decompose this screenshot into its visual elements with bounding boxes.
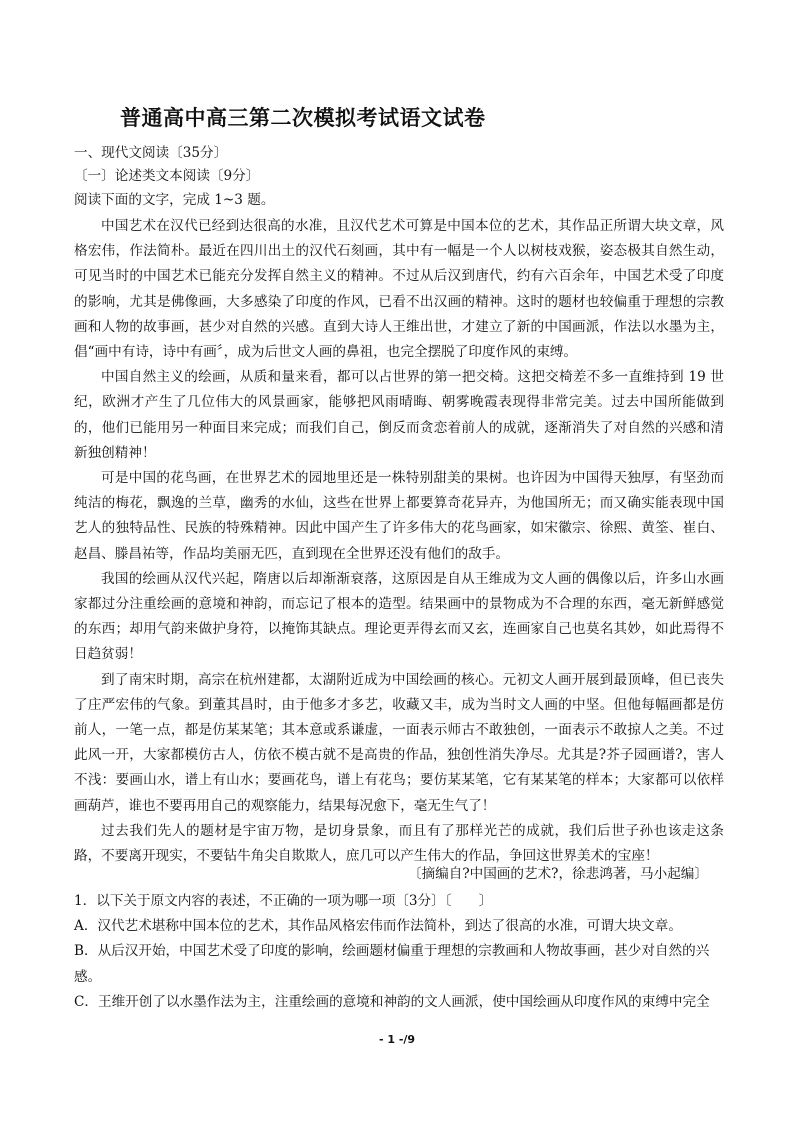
page-number: - 1 -/9: [378, 1033, 416, 1046]
section-heading: 一、现代文阅读〔35分〕: [74, 145, 228, 161]
passage-paragraph: 过去我们先人的题材是宇宙万物，是切身景象，而且有了那样光芒的成就，我们后世子孙也该走这条路，不要离开现实，不要钻牛角尖自欺欺人，庶几可以产生伟大的作品，争回这世界美术的宝座！: [74, 822, 724, 865]
option-a: A．汉代艺术堪称中国本位的艺术，其作品风格宏伟而作法简朴，到达了很高的水准，可谓大块文章。: [74, 918, 682, 935]
page-title: 普通高中高三第二次模拟考试语文试卷: [120, 105, 486, 130]
reading-instruction: 阅读下面的文字，完成 1~3 题。: [74, 192, 275, 208]
source-citation: 〔摘编自?中国画的艺术?，徐悲鸿著，马小起编〕: [407, 866, 708, 882]
option-c: C．王维开创了以水墨作法为主，注重绘画的意境和神韵的文人画派，使中国绘画从印度作风的束缚中完全: [74, 993, 710, 1010]
question-stem: 1．以下关于原文内容的表述，不正确的一项为哪一项〔3分〕〔 〕: [74, 893, 493, 909]
passage-body: [74, 214, 724, 869]
subsection-heading: 〔一〕论述类文本阅读〔9分〕: [74, 168, 260, 184]
passage-paragraph: 中国艺术在汉代已经到达很高的水准，且汉代艺术可算是中国本位的艺术，其作品正所谓大块文章，风格宏伟，作法简朴。最近在四川出土的汉代石刻画，其中有一幅是一个人以树枝戏猴，姿态极其自然生动，可见当时的中国艺术已能充分发挥自然主义的精神。不过从后汉到唐代，约有六百余年，中国艺术受了印度的影响，尤其是佛像画，大多感染了印度的作风，已看不出汉画的精神。这时的题材也较偏重于理想的宗教画和人物的故事画，甚少对自然的兴感。直到大诗人王维出世，才建立了新的中国画派，作法以水墨为主，倡“画中有诗，诗中有画〞，成为后世文人画的鼻祖，也完全摆脱了印度作风的束缚。: [74, 218, 724, 361]
passage-paragraph: 中国自然主义的绘画，从质和量来看，都可以占世界的第一把交椅。这把交椅差不多一直维持到 19 世纪，欧洲才产生了几位伟大的风景画家，能够把风雨晴晦、朝雾晚霞表现得非常完美。过去中国所能做到的，他们已能用另一种面目来完成；而我们自己，倒反而贪恋着前人的成就，逐渐消失了对自然的兴感和清新独创精神！: [74, 369, 724, 461]
option-b: B．从后汉开始，中国艺术受了印度的影响，绘画题材偏重于理想的宗教画和人物故事画，甚少对自然的兴感。: [74, 943, 710, 985]
passage-paragraph: 到了南宋时期，高宗在杭州建都，太湖附近成为中国绘画的核心。元初文人画开展到最顶峰，但已丧失了庄严宏伟的气象。到董其昌时，由于他多才多艺，收藏又丰，成为当时文人画的中坚。但他每幅画都是仿前人，一笔一点，都是仿某某笔；其本意或系谦虚，一面表示师古不敢独创，一面表示不敢掠人之美。不过此风一开，大家都模仿古人，仿依不模古就不是高贵的作品，独创性消失净尽。尤其是?芥子园画谱?，害人不浅：要画山水，谱上有山水；要画花鸟，谱上有花鸟；要仿某某笔，它有某某笔的样本；大家都可以依样画葫芦，谁也不要再用自己的观察能力，结果每况愈下，毫无生气了！: [74, 671, 724, 814]
passage-paragraph: 我国的绘画从汉代兴起，隋唐以后却渐渐衰落，这原因是自从王维成为文人画的偶像以后，许多山水画家都过分注重绘画的意境和神韵，而忘记了根本的造型。结果画中的景物成为不合理的东西，毫无新鲜感觉的东西；却用气韵来做护身符，以掩饰其缺点。理论更弄得玄而又玄，连画家自己也莫名其妙，如此焉得不日趋贫弱！: [74, 570, 724, 663]
passage-paragraph: 可是中国的花鸟画，在世界艺术的园地里还是一株特别甜美的果树。也许因为中国得天独厚，有坚劲而纯洁的梅花，飘逸的兰草，幽秀的水仙，这些在世界上都要算奇花异卉，为他国所无；而又确实能表现中国艺人的独特品性、民族的特殊精神。因此中国产生了许多伟大的花鸟画家，如宋徽宗、徐熙、黄筌、崔白、赵昌、滕昌祐等，作品均美丽无匹，直到现在全世界还没有他们的敌手。: [74, 470, 724, 562]
question-block: [74, 889, 724, 1015]
